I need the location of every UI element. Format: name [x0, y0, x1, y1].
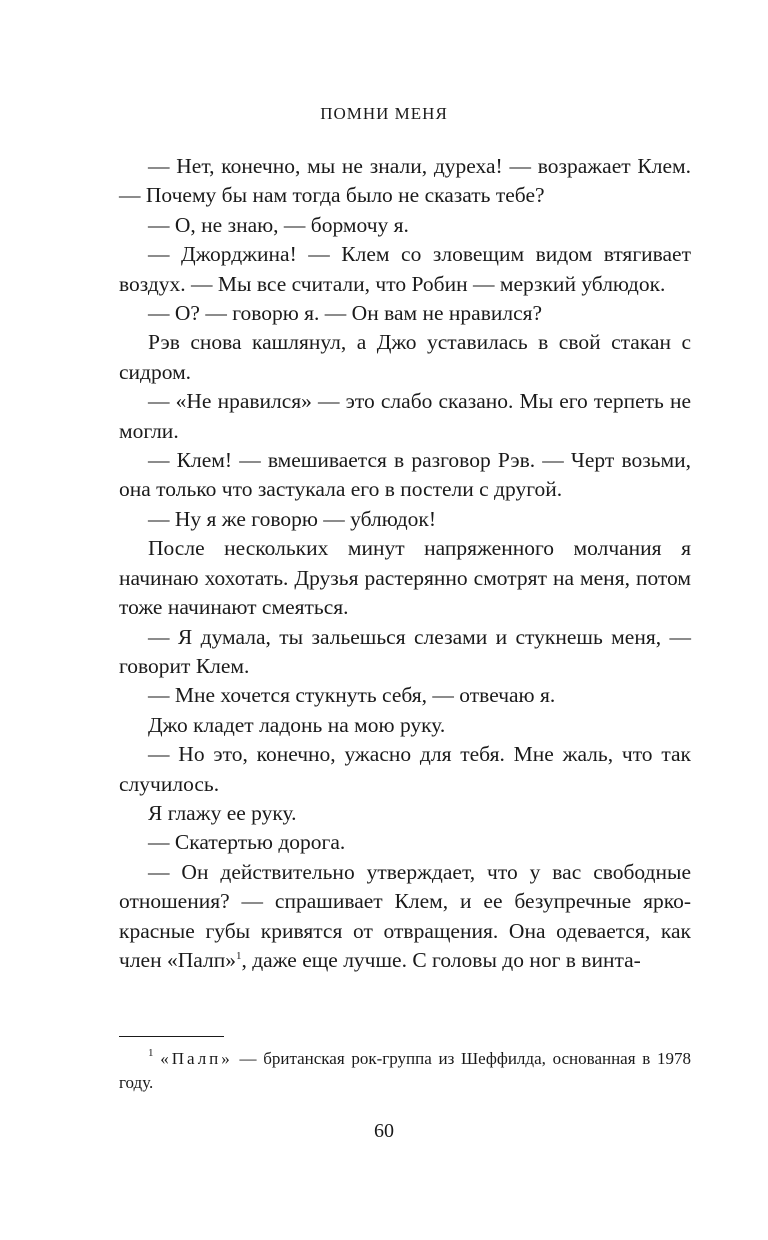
footnote [119, 1047, 691, 1095]
paragraph-text: , даже еще лучше. С головы до ног в винта- [241, 947, 641, 972]
paragraph: — О? — говорю я. — Он вам не нравился? [148, 301, 543, 326]
paragraph: — Я думала, ты зальешься слезами и стукнешь меня, — говорит Клем. [119, 624, 691, 678]
running-header: ПОМНИ МЕНЯ [320, 104, 448, 123]
paragraph: После нескольких минут напряженного молчания я начинаю хохотать. Друзья растерянно смотрят на меня, потом тоже начинают смеяться. [119, 536, 691, 620]
paragraph-continued [119, 858, 691, 976]
page-number: 60 [374, 1120, 394, 1142]
paragraph: — Но это, конечно, ужасно для тебя. Мне жаль, что так случилось. [119, 742, 691, 796]
paragraph: — Нет, конечно, мы не знали, дуреха! — возражает Клем. — Почему бы нам тогда было не сказать тебе? [119, 154, 691, 208]
body-text [119, 152, 691, 975]
paragraph-text: — Он действительно утверждает, что у вас свободные отношения? — спрашивает Клем, и ее безупречные ярко-красные губы кривятся от отвращения. Она одевается, как [119, 859, 691, 943]
paragraph: Я глажу ее руку. [148, 800, 297, 825]
paragraph: Джо кладет ладонь на мою руку. [148, 712, 446, 737]
footnote-marker: 1 [148, 1047, 154, 1059]
footnote-divider [119, 1036, 224, 1037]
footnote-reference[interactable]: 1 [235, 949, 242, 962]
footnote-term: «Палп» [160, 1049, 233, 1068]
paragraph: Рэв снова кашлянул, а Джо уставилась в свой стакан с сидром. [119, 330, 691, 384]
footnote-text: — британская рок-группа из Шеффилда, основанная в 1978 году. [119, 1049, 691, 1092]
paragraph: — О, не знаю, — бормочу я. [148, 212, 409, 237]
paragraph-text: член «Палп» [119, 947, 236, 972]
paragraph: — «Не нравился» — это слабо сказано. Мы его терпеть не могли. [119, 389, 691, 443]
paragraph: — Джорджина! — Клем со зловещим видом втягивает воздух. — Мы все считали, что Робин — мерзкий ублюдок. [119, 242, 691, 296]
paragraph: — Клем! — вмешивается в разговор Рэв. — Черт возьми, она только что застукала его в постели с другой. [119, 448, 691, 502]
paragraph: — Мне хочется стукнуть себя, — отвечаю я. [148, 683, 556, 708]
paragraph: — Скатертью дорога. [148, 830, 346, 855]
paragraph: — Ну я же говорю — ублюдок! [148, 506, 436, 531]
